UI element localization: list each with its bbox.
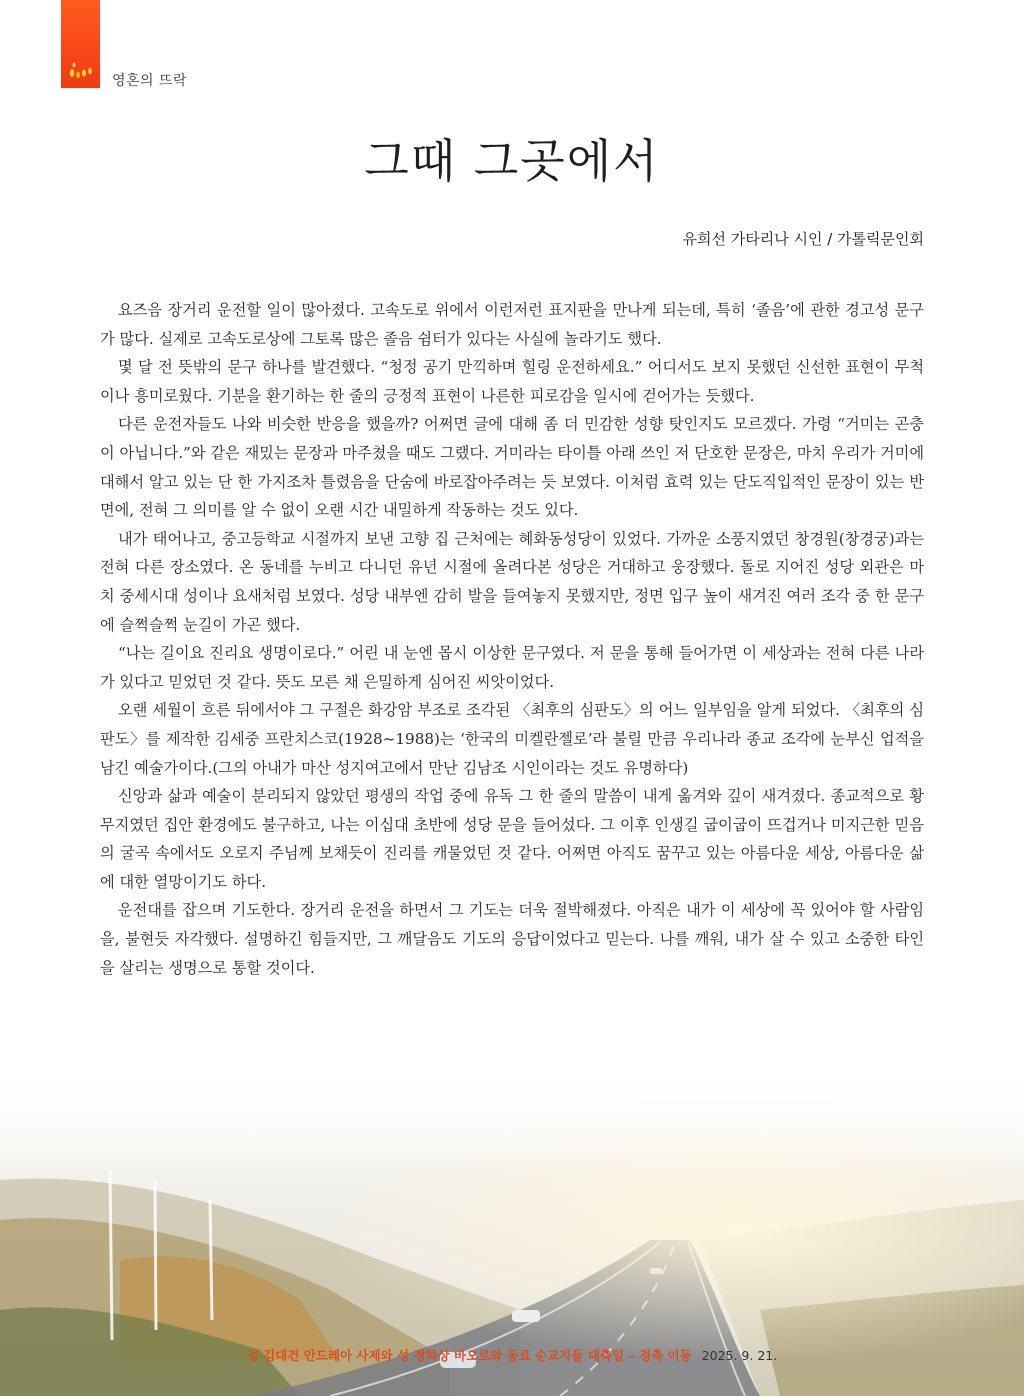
paragraph: 내가 태어나고, 중고등학교 시절까지 보낸 고향 집 근처에는 혜화동성당이 있었다. 가까운 소풍지였던 창경원(창경궁)과는 전혀 다른 장소였다. 온 동네를 누비고 다니던 유년 시절에 올려다본 성당은 거대하고 웅장했다. 돌로 지어진 성당 외관은 마치 중세시대 성이나 요새처럼 보였다. 성당 내부엔 감히 발을 들여놓지 못했지만, 정면 입구 높이 새겨진 여러 조각 중 한 문구에 슬쩍슬쩍 눈길이 가곤 했다. [100, 529, 924, 634]
article-byline: 유희선 가타리나 시인 / 가톨릭문인회 [682, 230, 924, 248]
feast-name: 성 김대건 안드레아 사제와 성 정하상 바오로와 동료 순교자들 대축일 – 경축 이동 [246, 1348, 692, 1363]
paragraph: 몇 달 전 뜻밖의 문구 하나를 발견했다. “청정 공기 만끽하며 힐링 운전하세요.” 어디서도 보지 못했던 신선한 표현이 무척이나 흥미로웠다. 기분을 환기하는 한 줄의 긍정적 표현이 나른한 피로감을 일시에 걷어가는 듯했다. [100, 358, 924, 405]
feast-footer [0, 1346, 1024, 1364]
paragraph: 오랜 세월이 흐른 뒤에서야 그 구절은 화강암 부조로 조각된 〈최후의 심판도〉의 어느 일부임을 알게 되었다. 〈최후의 심판도〉를 제작한 김세중 프란치스코(1928~1988)는 ‘한국의 미켈란젤로’라 불릴 만큼 우리나라 종교 조각에 눈부신 업적을 남긴 예술가이다.(그의 아내가 마산 성지여고에서 만난 김남조 시인이라는 것도 유명하다) [100, 701, 924, 777]
paragraph: 운전대를 잡으며 기도한다. 장거리 운전을 하면서 그 기도는 더욱 절박해졌다. 아직은 내가 이 세상에 꼭 있어야 할 사람임을, 불현듯 자각했다. 설명하긴 힘들지만, 그 깨달음도 기도의 응답이었다고 믿는다. 나를 깨워, 내가 살 수 있고 소중한 타인을 살리는 생명으로 통할 것이다. [100, 901, 924, 977]
section-label: 영혼의 뜨락 [112, 73, 188, 89]
paragraph: 다른 운전자들도 나와 비슷한 반응을 했을까? 어쩌면 글에 대해 좀 더 민감한 성향 탓인지도 모르겠다. 가령 “거미는 곤충이 아닙니다.”와 같은 재밌는 문장과 마주쳤을 때도 그랬다. 거미라는 타이틀 아래 쓰인 저 단호한 문장은, 마치 우리가 거미에 대해서 알고 있는 단 한 가지조차 틀렸음을 단숨에 바로잡아주려는 듯 보였다. 이처럼 효력 있는 단도직입적인 문장이 있는 반면에, 전혀 그 의미를 알 수 없이 오랜 시간 내밀하게 작동하는 것도 있다. [100, 415, 924, 520]
feast-date: 2025. 9. 21. [701, 1348, 778, 1363]
paragraph: 요즈음 장거리 운전할 일이 많아졌다. 고속도로 위에서 이런저런 표지판을 만나게 되는데, 특히 ‘졸음’에 관한 경고성 문구가 많다. 실제로 고속도로상에 그토록 많은 졸음 쉼터가 있다는 사실에 놀라기도 했다. [100, 301, 924, 348]
paragraph: 신앙과 삶과 예술이 분리되지 않았던 평생의 작업 중에 유독 그 한 줄의 말씀이 내게 옮겨와 깊이 새겨졌다. 종교적으로 황무지였던 집안 환경에도 불구하고, 나는 이십대 초반에 성당 문을 들어섰다. 그 이후 인생길 굽이굽이 뜨겁거나 미지근한 믿음의 굴곡 속에서도 오로지 주님께 보채듯이 진리를 캐물었던 것 같다. 어쩌면 아직도 꿈꾸고 있는 아름다운 세상, 아름다운 삶에 대한 열망이기도 하다. [100, 787, 924, 891]
article-body [100, 296, 924, 982]
article-title: 그때 그곳에서 [364, 134, 660, 188]
section-tab [61, 0, 100, 88]
flame-drops-icon [67, 60, 95, 80]
paragraph: “나는 길이요 진리요 생명이로다.” 어린 내 눈엔 몹시 이상한 문구였다. 저 문을 통해 들어가면 이 세상과는 전혀 다른 나라가 있다고 믿었던 것 같다. 뜻도 모른 채 은밀하게 심어진 씨앗이었다. [100, 644, 924, 691]
